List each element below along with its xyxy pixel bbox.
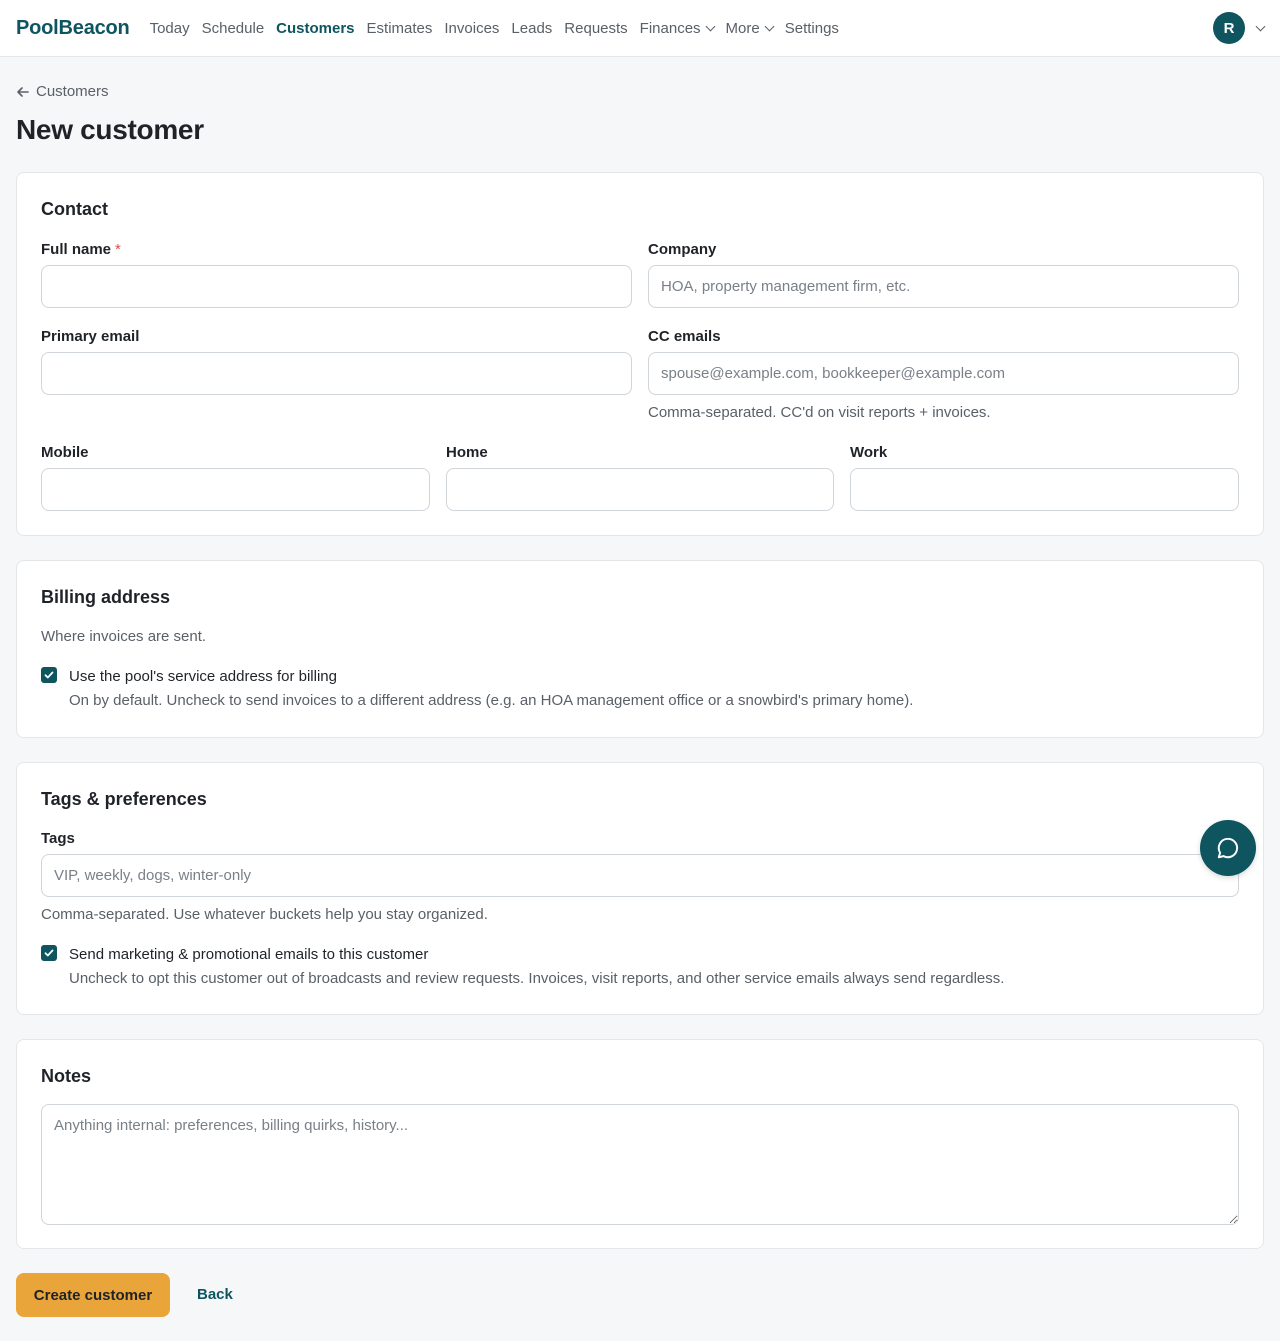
home-phone-input[interactable] xyxy=(446,468,834,511)
create-customer-button[interactable]: Create customer xyxy=(16,1273,170,1317)
breadcrumb-label: Customers xyxy=(36,83,109,100)
nav-item-today[interactable] xyxy=(150,20,190,37)
use-service-address-hint: On by default. Uncheck to send invoices to a different address (e.g. an HOA management office or a snowbird's primary home). xyxy=(69,692,914,709)
full-name-input[interactable] xyxy=(41,265,632,308)
nav-item-invoices[interactable] xyxy=(444,20,499,37)
primary-email-label: Primary email xyxy=(41,328,140,345)
home-label: Home xyxy=(446,444,488,461)
work-label: Work xyxy=(850,444,888,461)
full-name-label: Full name * xyxy=(41,241,121,258)
nav-item-finances[interactable] xyxy=(640,20,714,37)
billing-address-card xyxy=(16,560,1264,738)
nav-item-schedule[interactable] xyxy=(202,20,265,37)
work-phone-input[interactable] xyxy=(850,468,1239,511)
brand-logo[interactable]: PoolBeacon xyxy=(16,16,130,39)
tags-label: Tags xyxy=(41,830,75,847)
check-icon xyxy=(43,669,55,681)
nav-item-customers[interactable] xyxy=(276,20,354,37)
primary-email-input[interactable] xyxy=(41,352,632,395)
marketing-emails-label[interactable]: Send marketing & promotional emails to this customer xyxy=(69,946,429,963)
use-service-address-checkbox[interactable] xyxy=(41,667,57,683)
billing-section-title: Billing address xyxy=(41,587,171,607)
cc-emails-label: CC emails xyxy=(648,328,721,345)
chat-button[interactable] xyxy=(1200,820,1256,876)
tags-preferences-card xyxy=(16,762,1264,1015)
page-title: New customer xyxy=(16,114,204,145)
nav-item-settings[interactable] xyxy=(785,20,839,37)
nav-item-estimates[interactable] xyxy=(367,20,433,37)
tags-hint: Comma-separated. Use whatever buckets help you stay organized. xyxy=(41,906,488,923)
nav-item-label: Finances xyxy=(639,19,701,37)
contact-section-title: Contact xyxy=(41,199,108,219)
nav-item-label: Schedule xyxy=(201,19,265,37)
chevron-down-icon xyxy=(705,21,715,31)
check-icon xyxy=(43,947,55,959)
nav-item-label: Estimates xyxy=(366,19,433,37)
arrow-left-icon xyxy=(16,85,30,99)
mobile-label: Mobile xyxy=(41,444,89,461)
nav-item-label: More xyxy=(725,19,760,37)
mobile-phone-input[interactable] xyxy=(41,468,430,511)
company-label: Company xyxy=(648,241,717,258)
notes-card xyxy=(16,1039,1264,1249)
marketing-emails-checkbox[interactable] xyxy=(41,945,57,961)
nav-item-label: Customers xyxy=(276,19,355,37)
tags-input[interactable] xyxy=(41,854,1239,897)
company-input[interactable] xyxy=(648,265,1239,308)
use-service-address-label[interactable]: Use the pool's service address for billing xyxy=(69,668,337,685)
nav-item-label: Invoices xyxy=(444,19,500,37)
nav-item-requests[interactable] xyxy=(564,20,627,37)
required-asterisk: * xyxy=(115,241,121,258)
cc-emails-hint: Comma-separated. CC'd on visit reports + invoices. xyxy=(648,404,991,421)
cc-emails-input[interactable] xyxy=(648,352,1239,395)
avatar: R xyxy=(1213,12,1245,44)
nav-item-label: Leads xyxy=(511,19,553,37)
nav-item-more[interactable] xyxy=(726,20,773,37)
notes-section-title: Notes xyxy=(41,1066,92,1086)
breadcrumb-back-link[interactable] xyxy=(16,83,109,100)
nav-item-label: Today xyxy=(149,19,190,37)
main-nav xyxy=(150,20,851,37)
nav-item-leads[interactable] xyxy=(511,20,552,37)
tags-section-title: Tags & preferences xyxy=(41,789,207,809)
user-menu[interactable] xyxy=(1213,12,1264,44)
contact-card xyxy=(16,172,1264,536)
back-button[interactable]: Back xyxy=(197,1286,233,1303)
billing-subtitle: Where invoices are sent. xyxy=(41,628,207,645)
notes-textarea[interactable] xyxy=(41,1104,1239,1225)
nav-item-label: Settings xyxy=(784,19,839,37)
chat-bubble-icon xyxy=(1215,835,1241,861)
nav-item-label: Requests xyxy=(564,19,628,37)
chevron-down-icon xyxy=(1256,21,1266,31)
chevron-down-icon xyxy=(764,21,774,31)
top-navbar xyxy=(0,0,1280,57)
marketing-emails-hint: Uncheck to opt this customer out of broadcasts and review requests. Invoices, visit reports, and other service emails always send regardless. xyxy=(69,970,1005,987)
